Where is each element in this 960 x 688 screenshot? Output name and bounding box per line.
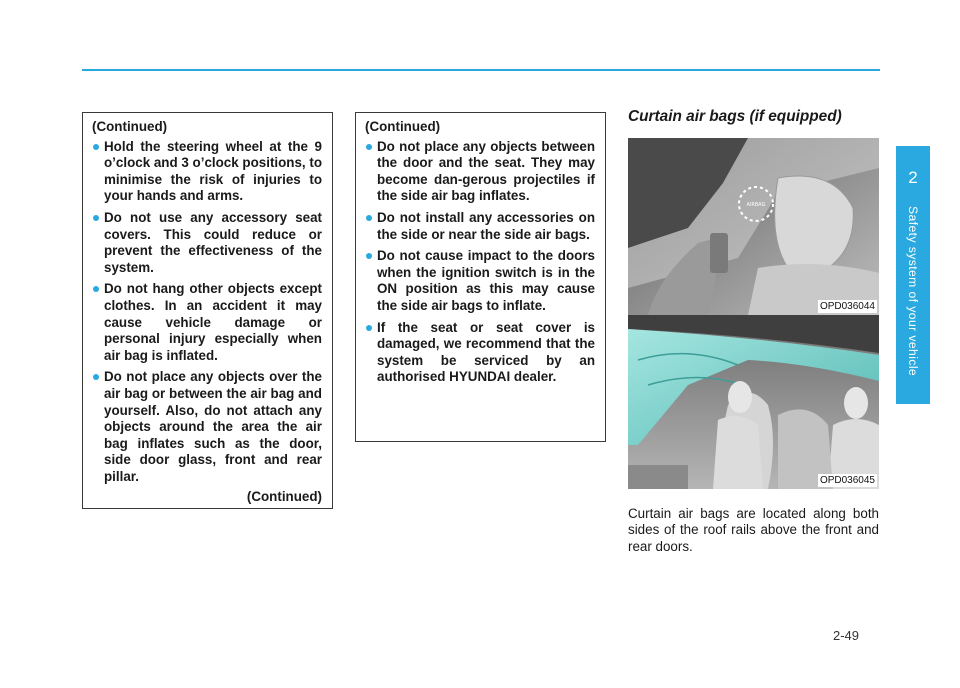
chapter-number: 2 [908, 168, 918, 187]
continued-header: (Continued) [92, 119, 168, 134]
chapter-title: Safety system of your vehicle [906, 206, 920, 377]
warning-item: Hold the steering wheel at the 9 o’clock and 3 o’clock positions, to minimise the risk of injuries to your hands and arms. [92, 139, 322, 205]
warning-box-continued-2 [355, 112, 606, 442]
warning-list [365, 139, 595, 386]
section-body: Curtain air bags are located along both sides of the roof rails above the front and rear doors. [628, 506, 879, 554]
airbag-label-text: AIRBAG [746, 202, 766, 208]
curtain-airbag-location-image [628, 138, 879, 315]
image-code: OPD036045 [819, 475, 875, 486]
warning-item: If the seat or seat cover is damaged, we recommend that the system be serviced by an authorised HYUNDAI dealer. [365, 320, 595, 386]
section-title: Curtain air bags (if equipped) [628, 108, 842, 125]
warning-item: Do not place any objects over the air bag or between the air bag and yourself. Also, do not attach any objects around the area the air bag inflates such as the door, side door glass, front and rear pillar. [92, 369, 322, 485]
continued-header: (Continued) [365, 119, 441, 134]
warning-list [92, 139, 322, 486]
header-rule [82, 69, 880, 71]
image-code: OPD036044 [819, 301, 875, 312]
warning-item: Do not install any accessories on the side or near the side air bags. [365, 210, 595, 243]
warning-box-continued-1 [82, 112, 333, 509]
warning-item: Do not place any objects between the door and the seat. They may become dan-gerous projectiles if the side air bag inflates. [365, 139, 595, 205]
curtain-airbag-inflated-image [628, 315, 879, 489]
continued-footer: (Continued) [246, 489, 322, 505]
page-number: 2-49 [833, 628, 860, 643]
chapter-side-tab [896, 146, 930, 404]
warning-item: Do not hang other objects except clothes. In an accident it may cause vehicle damage or personal injury especially when air bag is inflated. [92, 281, 322, 364]
warning-item: Do not use any accessory seat covers. This could reduce or prevent the effectiveness of the system. [92, 210, 322, 276]
warning-item: Do not cause impact to the doors when the ignition switch is in the ON position as this may cause the side air bags to inflate. [365, 248, 595, 314]
